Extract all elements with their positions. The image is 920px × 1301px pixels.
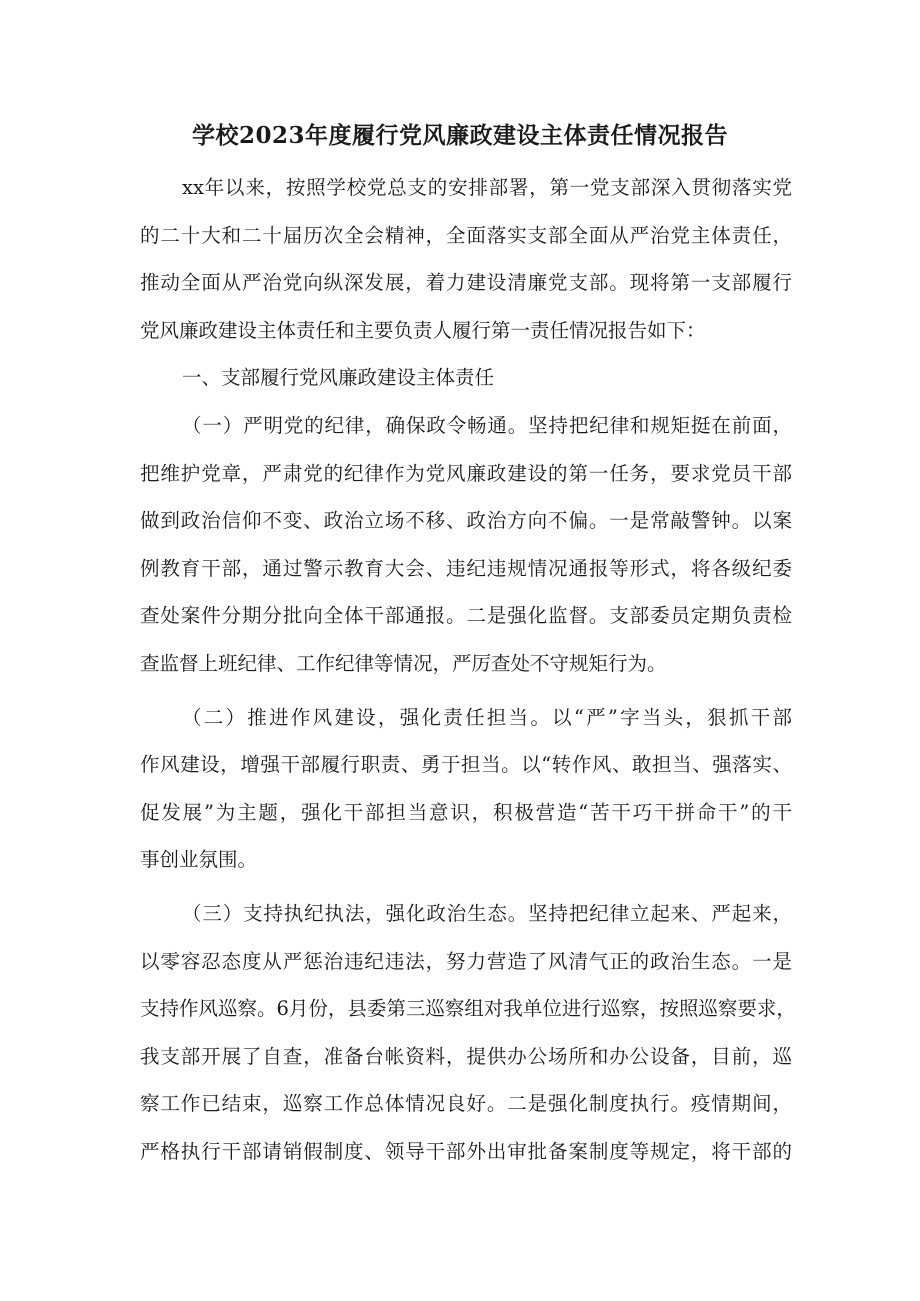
paragraph-3-line-5: 查处案件分期分批向全体干部通报。二是强化监督。支部委员定期负责检 [140, 604, 792, 628]
paragraph-1-line-3: 推动全面从严治党向纵深发展，着力建设清廉党支部。现将第一支部履行 [140, 271, 792, 295]
paragraph-3-line-4: 例教育干部，通过警示教育大会、违纪违规情况通报等形式，将各级纪委 [140, 556, 792, 580]
paragraph-4-line-1: （二）推进作风建设，强化责任担当。以“严”字当头，狠抓干部 [182, 705, 792, 729]
paragraph-4-line-2: 作风建设，增强干部履行职责、勇于担当。以“转作风、敢担当、强落实、 [140, 753, 792, 777]
paragraph-4-line-4: 事创业氛围。 [140, 848, 258, 872]
paragraph-1-line-2: 的二十大和二十届历次全会精神，全面落实支部全面从严治党主体责任， [140, 223, 792, 247]
paragraph-3-line-1: （一）严明党的纪律，确保政令畅通。坚持把纪律和规矩挺在前面， [182, 413, 792, 437]
document-title: 学校2023年度履行党风廉政建设主体责任情况报告 [191, 122, 728, 149]
paragraph-5-line-6: 严格执行干部请销假制度、领导干部外出审批备案制度等规定，将干部的 [140, 1139, 792, 1163]
paragraph-3-line-6: 查监督上班纪律、工作纪律等情况，严厉查处不守规矩行为。 [140, 651, 667, 675]
paragraph-3-line-2: 把维护党章，严肃党的纪律作为党风廉政建设的第一任务，要求党员干部 [140, 461, 792, 485]
paragraph-3-line-3: 做到政治信仰不变、政治立场不移、政治方向不偏。一是常敲警钟。以案 [140, 509, 792, 533]
paragraph-5-line-5: 察工作已结束，巡察工作总体情况良好。二是强化制度执行。疫情期间， [140, 1092, 792, 1116]
paragraph-5-line-1: （三）支持执纪执法，强化政治生态。坚持把纪律立起来、严起来， [182, 901, 792, 925]
paragraph-5-line-4: 我支部开展了自查，准备台帐资料，提供办公场所和办公设备，目前，巡 [140, 1044, 792, 1068]
section-heading-1: 一、支部履行党风廉政建设主体责任 [182, 366, 495, 390]
paragraph-5-line-2: 以零容忍态度从严惩治违纪违法，努力营造了风清气正的政治生态。一是 [140, 949, 792, 973]
paragraph-1-line-1: xx年以来，按照学校党总支的安排部署，第一党支部深入贯彻落实党 [182, 176, 792, 199]
document-body [140, 170, 796, 1181]
paragraph-1-line-4: 党风廉政建设主体责任和主要负责人履行第一责任情况报告如下： [140, 318, 706, 342]
paragraph-4-line-3: 促发展”为主题，强化干部担当意识，积极营造“苦干巧干拼命干”的干 [140, 800, 792, 824]
paragraph-5-line-3: 支持作风巡察。6月份，县委第三巡察组对我单位进行巡察，按照巡察要求， [140, 997, 796, 1021]
